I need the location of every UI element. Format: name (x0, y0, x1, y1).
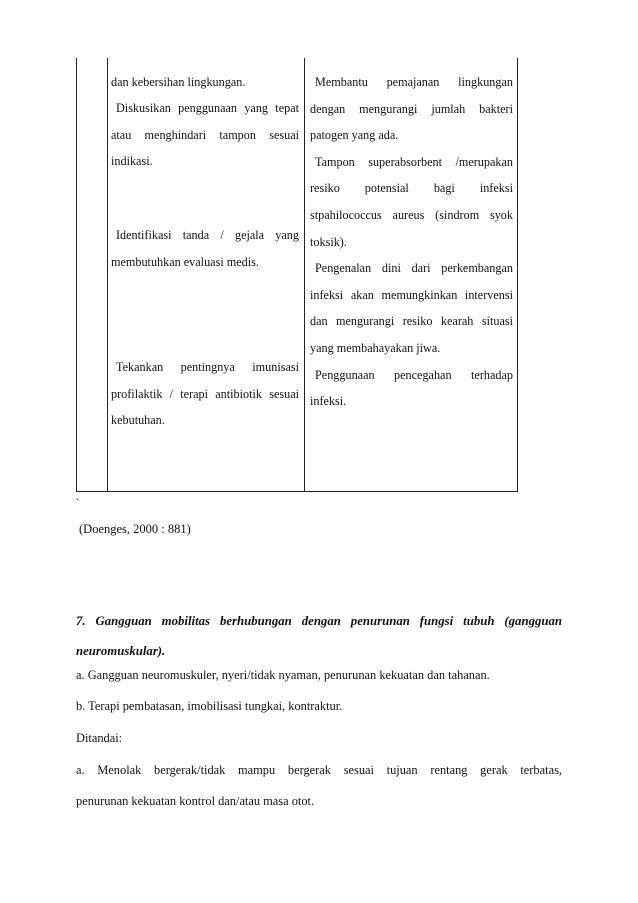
item-a: a. Gangguan neuromuskuler, nyeri/tidak nyaman, penurunan kekuatan dan tahanan. (76, 668, 490, 682)
table-text-line: dan kebersihan lingkungan. (111, 75, 246, 89)
intervention-table (76, 58, 518, 492)
table-column-divider (304, 58, 305, 491)
table-text-line: patogen yang ada. (310, 128, 399, 143)
sign-a-line: penurunan kekuatan kontrol dan/atau masa otot. (76, 794, 315, 808)
intervention-block (111, 354, 299, 434)
table-text-line: Identifikasi tanda / gejala yang (116, 228, 299, 242)
table-text-line: infeksi akan memungkinkan intervensi (310, 287, 513, 302)
table-text-line: profilaktik / terapi antibiotik sesuai (111, 386, 299, 401)
heading-line: neuromuskular). (76, 644, 166, 658)
table-text-line: kebutuhan. (111, 413, 165, 428)
citation: (Doenges, 2000 : 881) (79, 522, 191, 536)
table-text-line: resiko potensial bagi infeksi (310, 181, 513, 196)
table-text-line: toksik). (310, 234, 347, 249)
table-text-line: dengan mengurangi jumlah bakteri (310, 101, 513, 116)
table-text-line: Tampon superabsorbent /merupakan (315, 154, 513, 169)
intervention-block (111, 222, 299, 275)
item-b: b. Terapi pembatasan, imobilisasi tungkai, kontraktur. (76, 699, 343, 713)
table-column-divider (107, 58, 108, 491)
table-text-line: Tekankan pentingnya imunisasi (116, 360, 299, 374)
table-text-line: dan mengurangi resiko kearah situasi (310, 314, 513, 329)
sign-a-line: a. Menolak bergerak/tidak mampu bergerak sesuai tujuan rentang gerak terbatas, (76, 763, 562, 777)
table-text-line: indikasi. (111, 154, 153, 169)
table-text-line: Pengenalan dini dari perkembangan (315, 261, 513, 276)
intervention-block (111, 69, 299, 96)
table-text-line: membutuhkan evaluasi medis. (111, 254, 259, 269)
intervention-block (111, 95, 299, 175)
table-text-line: stpahilococcus aureus (sindrom syok (310, 207, 513, 222)
rationale-block (310, 69, 513, 415)
after-table-mark: . (76, 489, 79, 503)
table-text-line: Membantu pemajanan lingkungan (315, 75, 513, 89)
table-text-line: Penggunaan pencegahan terhadap (315, 367, 513, 382)
heading-line: 7. Gangguan mobilitas berhubungan dengan penurunan fungsi tubuh (gangguan (76, 614, 562, 628)
table-text-line: yang membahayakan jiwa. (310, 340, 441, 355)
section-heading (76, 606, 562, 666)
ditandai-label: Ditandai: (76, 731, 123, 745)
table-text-line: atau menghindari tampon sesuai (111, 127, 299, 142)
table-text-line: infeksi. (310, 394, 347, 409)
table-text-line: Diskusikan penggunaan yang tepat (116, 101, 299, 115)
